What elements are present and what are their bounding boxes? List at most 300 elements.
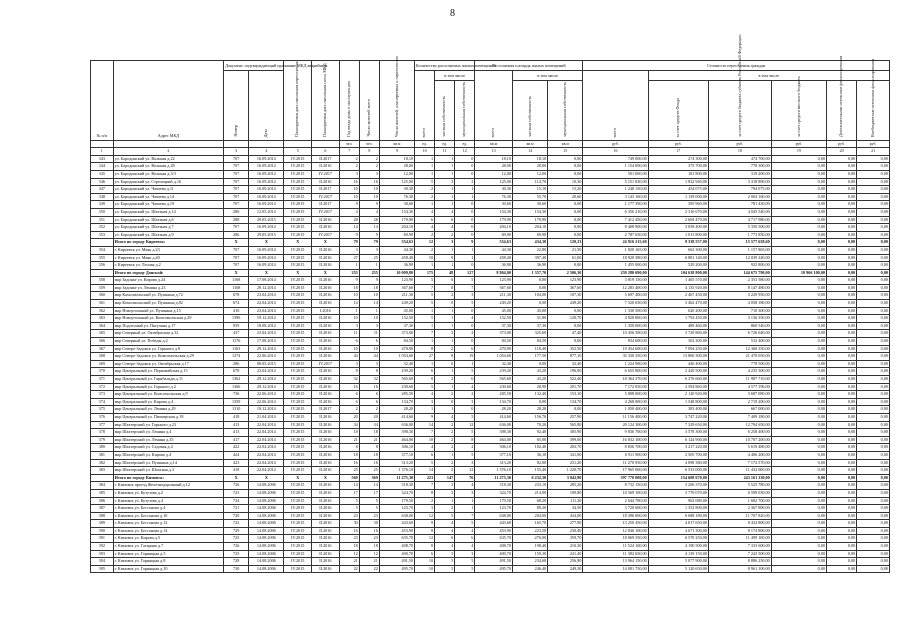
address-cell: ул. Бородинский ул. Шахтная д.9 xyxy=(113,231,224,239)
table-cell: 414,60 xyxy=(379,413,414,421)
table-cell: 1 xyxy=(435,246,455,254)
address-cell: ул. Бородинский ул. Чапаева д.19 xyxy=(113,201,224,209)
table-cell: 10 707 200,00 xyxy=(708,436,771,444)
table-cell: 725 xyxy=(224,550,249,558)
table-cell: 8 836 700,00 xyxy=(583,444,648,452)
table-cell: 8 xyxy=(359,368,379,376)
table-cell: IV.2015 xyxy=(284,262,312,270)
table-cell: 2 xyxy=(435,391,455,399)
table-cell: 2 xyxy=(415,497,435,505)
table-cell: 84,50 xyxy=(512,338,547,346)
table-cell: 1 xyxy=(359,307,379,315)
table-cell: IV.2017 xyxy=(312,360,340,368)
table-cell: 15,20 xyxy=(548,186,583,194)
table-cell: II.2016 xyxy=(312,429,340,437)
table-cell: 0,00 xyxy=(827,246,857,254)
table-cell: 0 xyxy=(455,231,475,239)
table-cell: 69,90 xyxy=(379,231,414,239)
table-cell: 0,00 xyxy=(857,262,890,270)
table-cell: II.2016 xyxy=(312,246,340,254)
table-cell: 0,00 xyxy=(771,527,826,535)
table-cell: 11 156 400,00 xyxy=(583,413,648,421)
table-cell: 25 xyxy=(339,467,359,475)
table-cell: 377 xyxy=(91,421,114,429)
table-cell: 0,00 xyxy=(771,360,826,368)
table-cell: 0 xyxy=(455,208,475,216)
table-cell: 674 xyxy=(224,300,249,308)
table-cell: 0,00 xyxy=(771,535,826,543)
table-cell: 3 729 860,00 xyxy=(648,330,708,338)
table-cell: 0,00 xyxy=(771,186,826,194)
table-cell: 16 xyxy=(339,459,359,467)
table-cell: 28,00 xyxy=(512,163,547,171)
table-cell: 7 xyxy=(415,482,435,490)
header-doc-group: Документ, подтверждающий признание МКД аварийным xyxy=(224,61,284,71)
table-cell: 0,00 xyxy=(857,292,890,300)
table-cell: 0,00 xyxy=(771,459,826,467)
table-cell: 390 xyxy=(91,527,114,535)
table-cell: 2 505 700,00 xyxy=(648,451,708,459)
table-cell: 16 xyxy=(339,527,359,535)
table-cell: 30,60 xyxy=(379,201,414,209)
table-cell: 1 350 000,00 xyxy=(583,322,648,330)
table-cell: 3 058 400,00 xyxy=(648,224,708,232)
table-cell: 6 xyxy=(359,398,379,406)
table-cell: 286 xyxy=(224,231,249,239)
table-cell: 0,00 xyxy=(771,277,826,285)
table-cell: 413 xyxy=(224,421,249,429)
table-cell: 18 069 350,00 xyxy=(583,535,648,543)
table-cell: II.2016 xyxy=(312,284,340,292)
table-cell: 9 836 700,00 xyxy=(583,429,648,437)
table-cell: 28 xyxy=(359,216,379,224)
table-cell xyxy=(91,269,114,277)
table-cell: X xyxy=(312,269,340,277)
table-cell: 8 xyxy=(339,444,359,452)
table-row xyxy=(91,262,890,270)
header-people-planned: Число жителей, планируемых к переселению xyxy=(379,61,414,141)
unit-cell: кв.м xyxy=(379,140,414,148)
table-cell: 0,00 xyxy=(771,231,826,239)
table-cell: IV.2015 xyxy=(284,391,312,399)
table-cell: 18.08.2014 xyxy=(249,322,284,330)
table-cell: 4 xyxy=(415,444,435,452)
table-cell: 1 xyxy=(455,505,475,513)
table-cell: 313,20 xyxy=(475,459,513,467)
table-cell: 3 318 890,00 xyxy=(708,178,771,186)
table-cell: 285,50 xyxy=(379,391,414,399)
table-cell: 464,00 xyxy=(475,436,513,444)
table-cell: II.2016 xyxy=(312,353,340,361)
table-cell: 0,00 xyxy=(857,170,890,178)
table-cell: 6 xyxy=(339,398,359,406)
table-cell: 707 xyxy=(224,262,249,270)
table-cell: 0,00 xyxy=(771,246,826,254)
table-cell: 134,70 xyxy=(548,398,583,406)
table-cell: 29.05.2015 xyxy=(249,231,284,239)
table-cell: 0,00 xyxy=(857,398,890,406)
table-row xyxy=(91,376,890,384)
table-cell: 2 xyxy=(455,444,475,452)
address-cell: Итого по городу Киреевск: xyxy=(113,239,224,247)
table-cell: IV.2015 xyxy=(284,512,312,520)
address-cell: мкр Шахтерский ул. Кирова д.4 xyxy=(113,451,224,459)
table-row xyxy=(91,520,890,528)
table-cell: 5 xyxy=(455,451,475,459)
table-cell: 179,50 xyxy=(475,497,513,505)
table-cell: 0,00 xyxy=(548,163,583,171)
header-cost-extra: Дополнительные источники финансирования xyxy=(827,81,857,141)
table-cell: 0,00 xyxy=(827,429,857,437)
table-cell: 2 xyxy=(359,406,379,414)
table-cell: 0,00 xyxy=(827,459,857,467)
column-number-cell: 21 xyxy=(857,148,890,156)
table-cell: 18,10 xyxy=(475,155,513,163)
table-cell: 4 135 920,00 xyxy=(648,284,708,292)
table-cell: II.2016 xyxy=(312,558,340,566)
table-cell: 5 xyxy=(435,558,455,566)
table-cell: 44 xyxy=(339,353,359,361)
table-cell: 6 xyxy=(415,550,435,558)
table-cell: IV.2015 xyxy=(284,413,312,421)
table-cell: 1 220,70 xyxy=(548,467,583,475)
table-cell: 17 965 000,00 xyxy=(583,467,648,475)
table-cell: 0,00 xyxy=(857,231,890,239)
table-cell: 418 xyxy=(224,467,249,475)
table-cell: 15,10 xyxy=(512,186,547,194)
table-cell: 0,00 xyxy=(771,451,826,459)
table-cell: 6 xyxy=(415,368,435,376)
table-cell: IV.2015 xyxy=(284,444,312,452)
table-cell: 0,00 xyxy=(771,550,826,558)
table-cell: 5 xyxy=(455,429,475,437)
table-cell: 0,00 xyxy=(827,535,857,543)
table-cell: 324,70 xyxy=(379,489,414,497)
table-row xyxy=(91,482,890,490)
table-cell: IV.2015 xyxy=(284,254,312,262)
header-area-sub: в том числе xyxy=(512,71,582,81)
table-cell: 10,30 xyxy=(548,178,583,186)
table-cell: 15 577 658,60 xyxy=(708,239,771,247)
table-cell: 387 xyxy=(91,505,114,513)
table-row xyxy=(91,444,890,452)
table-cell: 0,00 xyxy=(827,277,857,285)
address-cell: мкр Шахтерский ул. Садовая д.4 xyxy=(113,444,224,452)
table-cell: 231,20 xyxy=(548,459,583,467)
table-cell: 0,00 xyxy=(827,262,857,270)
table-cell: 8 xyxy=(415,543,435,551)
table-cell: 0,00 xyxy=(548,322,583,330)
table-cell: 1 376,10 xyxy=(379,467,414,475)
table-cell: 385 xyxy=(91,489,114,497)
table-cell: IV.2015 xyxy=(284,330,312,338)
table-cell: 6 xyxy=(339,391,359,399)
table-cell: 285,50 xyxy=(475,391,513,399)
table-cell: 14.08.2006 xyxy=(249,489,284,497)
table-cell: II.2016 xyxy=(312,505,340,513)
table-cell: 394 xyxy=(91,558,114,566)
table-row xyxy=(91,292,890,300)
table-cell: 781 430,00 xyxy=(708,201,771,209)
table-cell: 4 xyxy=(415,208,435,216)
table-cell: 30,60 xyxy=(475,201,513,209)
table-cell: 30,30 xyxy=(379,186,414,194)
header-cost-fund: за счет средств Фонда xyxy=(648,81,708,141)
table-header xyxy=(91,34,890,156)
table-cell: 554,63 xyxy=(475,239,513,247)
table-cell: 7 172 570,00 xyxy=(708,459,771,467)
table-cell: 1 xyxy=(455,254,475,262)
table-cell: 0,00 xyxy=(827,254,857,262)
table-cell: 1310 xyxy=(224,406,249,414)
table-cell: IV.2015 xyxy=(284,163,312,171)
address-cell: Итого по городу Донской: xyxy=(113,269,224,277)
table-row xyxy=(91,398,890,406)
table-cell: 0,00 xyxy=(827,497,857,505)
table-cell: 375 700,00 xyxy=(648,163,708,171)
table-cell: II.2016 xyxy=(312,292,340,300)
unit-cell: ед. xyxy=(415,140,435,148)
table-cell: IV.2015 xyxy=(284,170,312,178)
table-cell: IV.2015 xyxy=(284,398,312,406)
table-cell: 10 xyxy=(339,193,359,201)
table-cell: 277,90 xyxy=(548,520,583,528)
table-cell: X xyxy=(249,474,284,482)
table-cell: 4 xyxy=(455,543,475,551)
table-cell: 0,00 xyxy=(771,444,826,452)
table-cell: 1 xyxy=(339,307,359,315)
table-cell: 3 747 220,00 xyxy=(648,413,708,421)
table-cell: 1 xyxy=(435,262,455,270)
table-cell: 16.09.2014 xyxy=(249,163,284,171)
table-cell: 14 xyxy=(415,467,435,475)
table-row xyxy=(91,254,890,262)
table-cell: 21.04.2014 xyxy=(249,413,284,421)
table-cell: 12 xyxy=(339,550,359,558)
table-cell: 495,70 xyxy=(379,565,414,573)
table-cell: 11 275,30 xyxy=(475,474,513,482)
table-cell: II.2016 xyxy=(312,368,340,376)
table-cell: 736 xyxy=(224,391,249,399)
unit-cell xyxy=(113,140,224,148)
table-cell: 2 xyxy=(455,330,475,338)
table-row xyxy=(91,231,890,239)
table-cell: 0,00 xyxy=(857,246,890,254)
table-cell: 9 xyxy=(435,254,455,262)
table-cell: II.2016 xyxy=(312,565,340,573)
table-cell: 9 xyxy=(339,231,359,239)
address-cell: мкр Новоугольный ул. Комсомольская д.29 xyxy=(113,315,224,323)
table-row xyxy=(91,193,890,201)
table-cell: 0,00 xyxy=(827,284,857,292)
address-cell: ул. Бородинский ул. Вольная д.28 xyxy=(113,163,224,171)
table-cell: 1 154 000,00 xyxy=(583,163,648,171)
table-cell: 5 525 780,00 xyxy=(708,482,771,490)
table-cell: 0,00 xyxy=(857,315,890,323)
table-cell: 154 608 670,00 xyxy=(648,474,708,482)
table-cell: 14.08.2006 xyxy=(249,527,284,535)
table-cell: 1 xyxy=(435,170,455,178)
header-cost-group: Стоимость переселения граждан xyxy=(583,61,890,71)
table-cell: 16 xyxy=(339,178,359,186)
table-cell: 1 xyxy=(339,262,359,270)
table-cell: II.2016 xyxy=(312,451,340,459)
table-cell: 1 248 150,00 xyxy=(583,186,648,194)
address-cell: г. Кимовск ул. Бессонова д.4 xyxy=(113,505,224,513)
table-cell: 2 xyxy=(359,163,379,171)
table-cell: 313,20 xyxy=(379,459,414,467)
table-cell: 0,00 xyxy=(857,353,890,361)
header-cost-extra2: Внебюджетные источники финансирования xyxy=(857,81,890,141)
table-cell: 346 xyxy=(91,178,114,186)
table-cell: 14.08.2006 xyxy=(249,497,284,505)
table-cell: II.2016 xyxy=(312,391,340,399)
table-cell: 5 xyxy=(415,315,435,323)
table-cell: 0,00 xyxy=(857,307,890,315)
unit-cell xyxy=(91,140,114,148)
table-cell: 0,00 xyxy=(771,467,826,475)
table-cell: 1 792 450,00 xyxy=(648,315,708,323)
table-cell: 458,40 xyxy=(475,254,513,262)
table-cell: IV.2015 xyxy=(284,497,312,505)
table-cell: 1 050 400,00 xyxy=(583,406,648,414)
table-row xyxy=(91,429,890,437)
table-cell: 0,00 xyxy=(771,520,826,528)
table-cell: 1163 xyxy=(224,345,249,353)
table-cell: 259 280 690,00 xyxy=(583,269,648,277)
table-cell: 0,00 xyxy=(512,398,547,406)
table-cell: 10 456 500,00 xyxy=(583,330,648,338)
address-cell: г. Кимовск ул. Горняцкая д.5 xyxy=(113,550,224,558)
table-cell: X xyxy=(224,474,249,482)
table-cell: 134,70 xyxy=(475,398,513,406)
table-cell: 5 xyxy=(415,300,435,308)
unit-cell: ед. xyxy=(455,140,475,148)
table-cell: 1 013 800,00 xyxy=(648,231,708,239)
table-cell: 11 987 710,00 xyxy=(708,376,771,384)
column-number-cell: 4 xyxy=(249,148,284,156)
table-cell: 16.09.2014 xyxy=(249,246,284,254)
column-number-cell: 18 xyxy=(708,148,771,156)
table-cell: 636,00 xyxy=(379,421,414,429)
table-cell: 0,00 xyxy=(827,155,857,163)
table-cell: 0,00 xyxy=(771,505,826,513)
table-cell: 0,00 xyxy=(827,163,857,171)
table-cell: 729 xyxy=(224,527,249,535)
table-cell: 32 xyxy=(339,376,359,384)
table-cell: 0,00 xyxy=(771,239,826,247)
table-cell: 18 920 380,00 xyxy=(583,254,648,262)
table-cell: 1 xyxy=(415,201,435,209)
table-cell: 1 xyxy=(415,155,435,163)
table-cell: 3 xyxy=(359,322,379,330)
table-cell: IV.2015 xyxy=(284,224,312,232)
table-cell: 366 xyxy=(91,338,114,346)
table-cell: II.2016 xyxy=(312,224,340,232)
table-cell: 0,00 xyxy=(548,224,583,232)
table-cell: 8 732 150,00 xyxy=(583,482,648,490)
table-cell: 1 xyxy=(435,406,455,414)
table-cell: 11 275,30 xyxy=(379,474,414,482)
table-cell: 408,70 xyxy=(475,543,513,551)
table-cell: II.2017 xyxy=(312,201,340,209)
table-cell: 386 xyxy=(91,497,114,505)
table-cell: 0,00 xyxy=(771,300,826,308)
table-cell: 0 xyxy=(435,284,455,292)
unit-cell: чел. xyxy=(339,140,359,148)
table-cell: 554,63 xyxy=(379,239,414,247)
table-cell: 9 xyxy=(359,201,379,209)
table-cell: 27 xyxy=(415,353,435,361)
table-cell: II.2016 xyxy=(312,398,340,406)
table-cell: IV.2015 xyxy=(284,360,312,368)
table-cell: IV.2015 xyxy=(284,527,312,535)
table-cell: 45,00 xyxy=(379,307,414,315)
table-cell: 123,70 xyxy=(379,505,414,513)
table-cell: 7 333 600,00 xyxy=(708,543,771,551)
table-cell: 14.08.2006 xyxy=(249,543,284,551)
table-cell: 1 xyxy=(435,155,455,163)
unit-cell: руб. xyxy=(771,140,826,148)
table-cell: 367 xyxy=(91,345,114,353)
table-cell: II.2016 xyxy=(312,421,340,429)
address-cell: ул. Бородинский ул. Шахтная д.14 xyxy=(113,208,224,216)
table-cell: 3 720 600,00 xyxy=(583,505,648,513)
table-cell: 2 xyxy=(415,186,435,194)
table-cell: 422 xyxy=(224,444,249,452)
table-cell: 569 xyxy=(359,474,379,482)
table-row xyxy=(91,436,890,444)
table-cell: 1 xyxy=(435,368,455,376)
address-cell: г. Кимовск проезд Железнодорожный д.12 xyxy=(113,482,224,490)
table-cell: 0,00 xyxy=(827,565,857,573)
table-cell: 22.06.2014 xyxy=(249,391,284,399)
table-cell: 344 xyxy=(91,163,114,171)
table-cell: 9 xyxy=(415,413,435,421)
table-cell: 0 xyxy=(435,277,455,285)
table-cell: 27 xyxy=(339,254,359,262)
table-cell: 125,00 xyxy=(379,178,414,186)
table-cell: 0,00 xyxy=(857,429,890,437)
address-cell: мкр Задонье ул. Кирова д.24 xyxy=(113,277,224,285)
address-cell: мкр Центральный ул. Горького д.2 xyxy=(113,383,224,391)
table-cell: 12 360 350,00 xyxy=(708,345,771,353)
table-cell: 491,50 xyxy=(379,558,414,566)
table-cell: 6 533 000,00 xyxy=(648,467,708,475)
table-cell: 5 xyxy=(435,489,455,497)
table-cell: 4 058 180,00 xyxy=(708,300,771,308)
table-cell: 4 139 150,00 xyxy=(648,550,708,558)
column-number-cell: 5 xyxy=(284,148,312,156)
table-cell: 210,30 xyxy=(548,543,583,551)
table-cell: 0,00 xyxy=(857,186,890,194)
table-cell: 34 xyxy=(359,421,379,429)
table-cell: 6 xyxy=(455,535,475,543)
table-cell: 373,00 xyxy=(379,330,414,338)
table-cell: 20 xyxy=(359,413,379,421)
table-cell: 360 xyxy=(91,292,114,300)
table-cell: 397 770 000,00 xyxy=(583,474,648,482)
table-cell: 638,00 xyxy=(475,512,513,520)
table-cell: 22 xyxy=(339,565,359,573)
table-cell: 28,20 xyxy=(379,406,414,414)
table-cell: 0,00 xyxy=(771,307,826,315)
table-cell: 0,00 xyxy=(827,338,857,346)
table-cell: 0,00 xyxy=(827,520,857,528)
table-cell: 437 xyxy=(224,330,249,338)
table-cell: 22.04.2014 xyxy=(249,467,284,475)
table-cell: 6 911 900,00 xyxy=(583,451,648,459)
